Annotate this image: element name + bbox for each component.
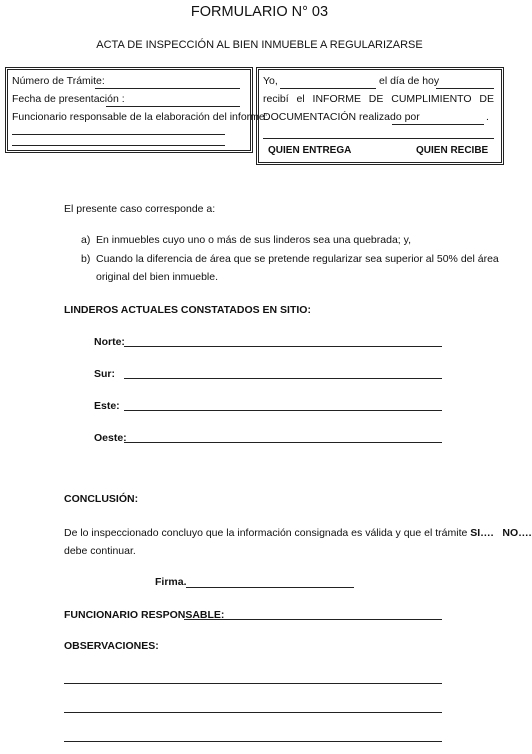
norte-field[interactable] — [124, 346, 442, 347]
funcionario-label: Funcionario responsable de la elaboración del informe: — [12, 111, 268, 123]
form-title: FORMULARIO N° 03 — [190, 4, 329, 20]
observaciones-heading: OBSERVACIONES: — [64, 640, 159, 652]
signature-line — [263, 138, 494, 139]
funcionario-field-1[interactable] — [12, 134, 225, 135]
item-a-marker: a) — [81, 234, 91, 246]
norte-label: Norte: — [94, 336, 125, 348]
quien-entrega-label: QUIEN ENTREGA — [268, 145, 352, 156]
conclusion-heading: CONCLUSIÓN: — [64, 493, 139, 505]
este-field[interactable] — [124, 410, 442, 411]
yo-label: Yo, — [263, 75, 278, 87]
funcionario-field-2[interactable] — [12, 145, 225, 146]
funcionario-responsable-label: FUNCIONARIO RESPONSABLE: — [64, 609, 225, 621]
tramite-label: Número de Trámite: — [12, 75, 105, 87]
firma-label: Firma. — [155, 576, 187, 588]
dia-field[interactable] — [436, 88, 494, 89]
quien-recibe-label: QUIEN RECIBE — [416, 145, 489, 156]
sur-field[interactable] — [124, 378, 442, 379]
fecha-field[interactable] — [106, 106, 240, 107]
oeste-label: Oeste: — [94, 432, 127, 444]
conclusion-text: De lo inspeccionado concluyo que la información consignada es válida y que el trámite — [64, 527, 468, 539]
item-b-line1: Cuando la diferencia de área que se pretende regularizar sea superior al 50% del área — [96, 253, 499, 265]
item-b-line2: original del bien inmueble. — [96, 271, 218, 283]
funcionario-responsable-field[interactable] — [184, 619, 442, 620]
item-a-text: En inmuebles cuyo uno o más de sus linderos sea una quebrada; y, — [96, 234, 411, 246]
form-subtitle: ACTA DE INSPECCIÓN AL BIEN INMUEBLE A REGULARIZARSE — [96, 39, 423, 51]
sur-label: Sur: — [94, 368, 115, 380]
documentacion-field[interactable] — [392, 124, 484, 125]
este-label: Este: — [94, 400, 120, 412]
no-option[interactable]: NO…. — [502, 527, 532, 539]
si-option[interactable]: SI…. — [470, 527, 494, 539]
documentacion-label: DOCUMENTACIÓN realizado por — [263, 111, 420, 123]
documentacion-period: . — [486, 111, 489, 123]
intro-text: El presente caso corresponde a: — [64, 203, 216, 215]
firma-field[interactable] — [186, 587, 354, 588]
conclusion-line1 — [64, 527, 532, 539]
recibi-text — [263, 93, 494, 105]
item-b-marker: b) — [81, 253, 91, 265]
linderos-heading: LINDEROS ACTUALES CONSTATADOS EN SITIO: — [64, 304, 311, 316]
observaciones-line-2[interactable] — [64, 712, 442, 713]
fecha-label: Fecha de presentación : — [12, 93, 125, 105]
observaciones-line-1[interactable] — [64, 683, 442, 684]
dia-label: el día de hoy — [379, 75, 440, 87]
tramite-field[interactable] — [95, 88, 240, 89]
observaciones-line-3[interactable] — [64, 741, 442, 742]
yo-field[interactable] — [280, 88, 376, 89]
conclusion-line2: debe continuar. — [64, 545, 136, 557]
recibi-words: recibí el INFORME DE CUMPLIMIENTO DE — [263, 93, 494, 105]
oeste-field[interactable] — [124, 442, 442, 443]
